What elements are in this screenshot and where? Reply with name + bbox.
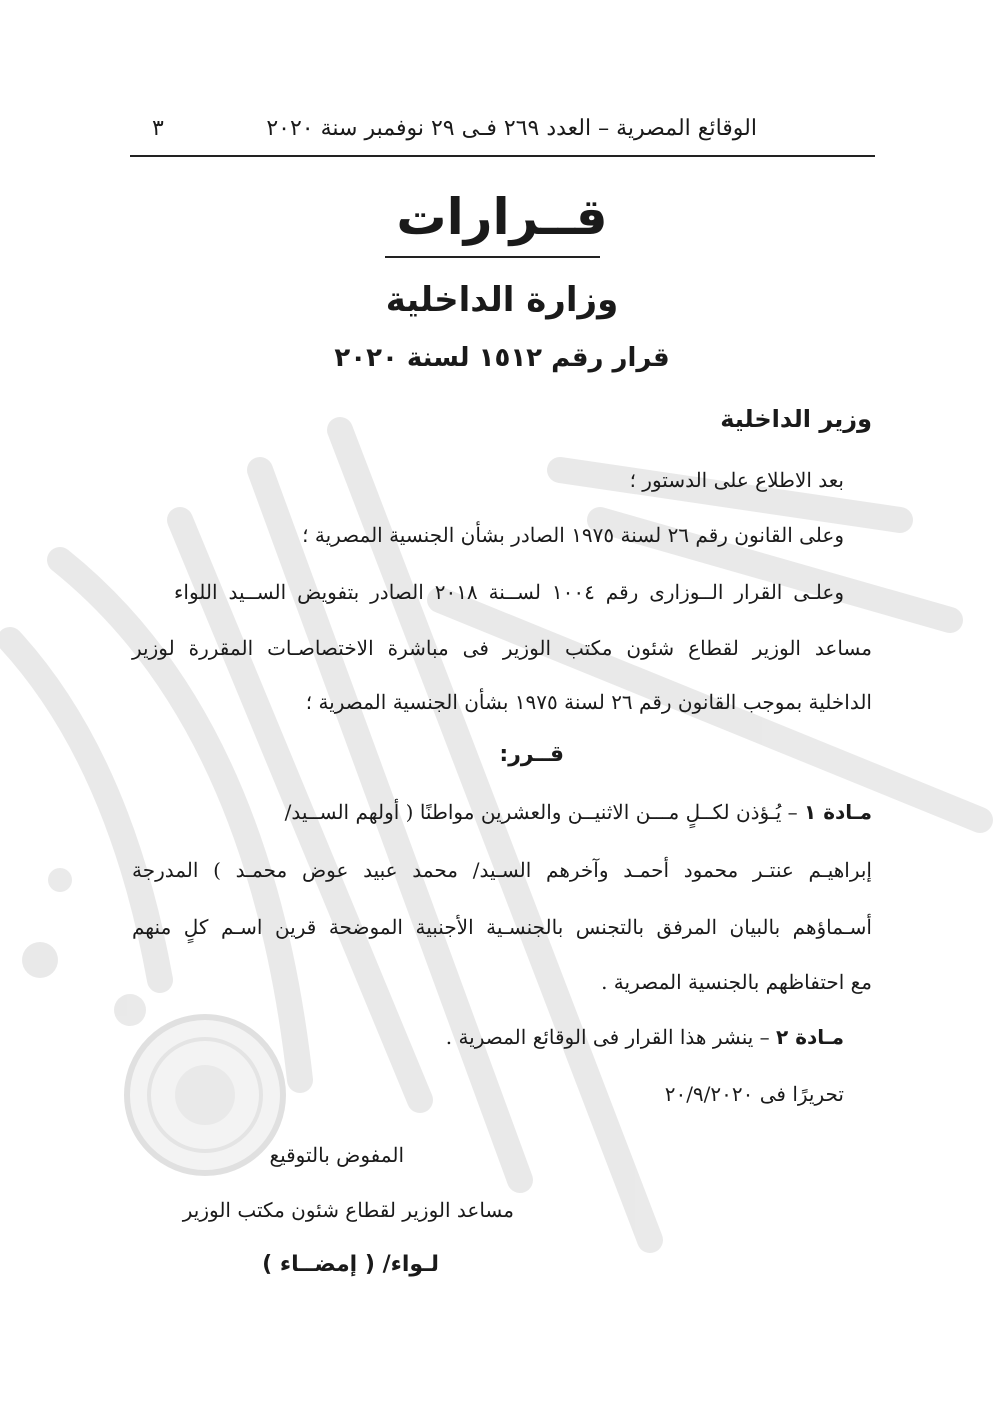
- page-number: ٣: [152, 116, 164, 141]
- header-divider: [130, 155, 875, 157]
- section-title: قــرارات: [396, 188, 608, 246]
- article-1-line: – يُـؤذن لكــلٍ مـــن الاثنيــن والعشرين مواطنًا ( أولهم الســيد/: [284, 800, 798, 824]
- article-2: [446, 1025, 844, 1049]
- signature-authorized: المفوض بالتوقيع: [269, 1143, 404, 1167]
- article-1: [132, 800, 872, 824]
- preamble-line: الداخلية بموجب القانون رقم ٢٦ لسنة ١٩٧٥ بشأن الجنسية المصرية ؛: [305, 690, 872, 714]
- title-underline: [385, 256, 600, 258]
- preamble-line: وعلى القانون رقم ٢٦ لسنة ١٩٧٥ الصادر بشأن الجنسية المصرية ؛: [302, 523, 844, 547]
- page-header: [130, 112, 875, 152]
- article-1-line: مع احتفاظهم بالجنسية المصرية .: [601, 970, 872, 994]
- running-title: الوقائع المصرية – العدد ٢٦٩ فـى ٢٩ نوفمبر سنة ٢٠٢٠: [266, 116, 757, 141]
- signature-title: مساعد الوزير لقطاع شئون مكتب الوزير: [182, 1198, 514, 1222]
- decree-number: قرار رقم ١٥١٢ لسنة ٢٠٢٠: [334, 343, 670, 373]
- article-1-label: مـادة ١: [804, 800, 872, 824]
- article-2-label: مـادة ٢: [776, 1025, 844, 1049]
- article-1-line: إبراهيـم عنتـر محمود أحمـد وآخرهم السـيد/ محمد عبيد عوض محمـد ) المدرجة: [132, 858, 872, 882]
- signature-name: لـواء/ ( إمضــاء ): [262, 1252, 439, 1277]
- issuer-heading: وزير الداخلية: [720, 405, 872, 433]
- preamble-line: وعلـى القرار الــوزارى رقم ١٠٠٤ لســنة ٢٠١٨ الصادر بتفويض الســيد اللواء: [174, 580, 844, 604]
- article-1-line: أسـماؤهم بالبيان المرفق بالتجنس بالجنسـية الأجنبية الموضحة قرين اسـم كلٍ منهم: [132, 915, 872, 939]
- decided-label: قــرر:: [499, 742, 564, 767]
- issue-date: تحريرًا فى ٢٠/٩/٢٠٢٠: [664, 1082, 844, 1106]
- preamble-line: بعد الاطلاع على الدستور ؛: [629, 468, 844, 492]
- ministry-heading: وزارة الداخلية: [385, 280, 619, 320]
- preamble-line: مساعد الوزير لقطاع شئون مكتب الوزير فى مباشرة الاختصاصـات المقررة لوزير: [132, 636, 872, 660]
- article-2-text: – ينشر هذا القرار فى الوقائع المصرية .: [445, 1025, 770, 1049]
